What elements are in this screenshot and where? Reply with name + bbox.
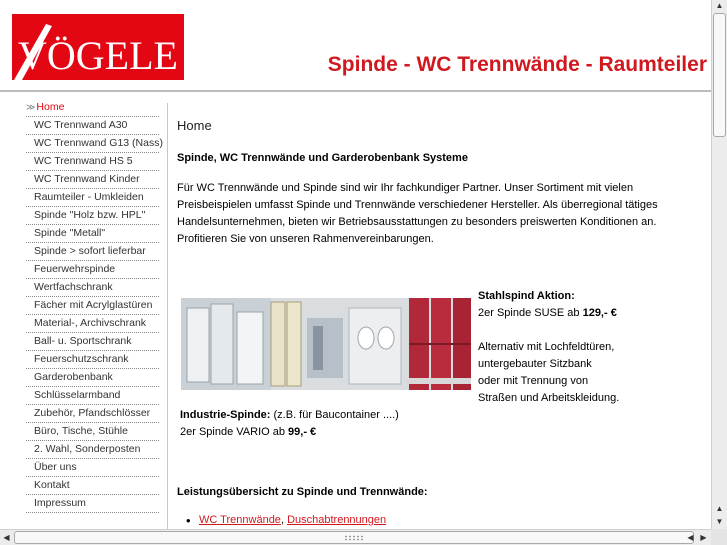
sidebar-item-kontakt[interactable]: Kontakt [26,477,159,495]
sidebar-item-spinde-holz[interactable]: Spinde "Holz bzw. HPL" [26,207,159,225]
services-heading: Leistungsübersicht zu Spinde und Trennwände: [177,486,428,498]
promo-alt-3: oder mit Trennung von [478,375,589,387]
locker-room-illustration [181,298,471,390]
industrie-title: Industrie-Spinde: [180,409,271,421]
sidebar-item-feuerschutzschrank[interactable]: Feuerschutzschrank [26,351,159,369]
industrie-box [180,407,480,441]
scroll-left-small-arrow-icon[interactable]: ◀ [687,533,694,542]
promo-title: Stahlspind Aktion: [478,290,575,302]
sidebar-item-home[interactable] [26,99,159,117]
breadcrumb: Home [177,118,212,133]
sidebar-item-feuerwehrspinde[interactable]: Feuerwehrspinde [26,261,159,279]
sidebar-item-ueber-uns[interactable]: Über uns [26,459,159,477]
locker-room-photo [181,298,471,390]
sidebar-item-raumteiler[interactable]: Raumteiler - Umkleiden [26,189,159,207]
list-item [199,514,386,526]
intro-text: Für WC Trennwände und Spinde sind wir Ihr fachkundiger Partner. Unser Sortiment mit vielen Preisbeispielen umfasst Spinde und Trennwände verschiedener Hersteller. Als überregional tätiges Handelsunternehmen, bieten wir Betriebsausstattungen zu besonders preiswerten Konditionen an. Profitieren Sie von unseren Rahmenvereinbarungen. [177,182,658,245]
sidebar-item-acrylglas[interactable]: Fächer mit Acrylglastüren [26,297,159,315]
scroll-up-arrow-icon[interactable]: ▲ [715,1,724,10]
sidebar-item-sportschrank[interactable]: Ball- u. Sportschrank [26,333,159,351]
sidebar-item-wc-trennwand-kinder[interactable]: WC Trennwand Kinder [26,171,159,189]
industrie-price: 99,- € [288,426,317,438]
site-title: Spinde - WC Trennwände - Raumteiler [327,53,707,76]
sidebar-item-label: Home [36,101,65,113]
promo-alt-4: Straßen und Arbeitskleidung. [478,392,620,404]
sidebar-divider [167,103,168,529]
sidebar-item-garderobenbank[interactable]: Garderobenbank [26,369,159,387]
promo-alt-2: untergebauter Sitzbank [478,358,592,370]
double-chevron-right-icon: ≫ [26,102,36,112]
scroll-left-arrow-icon[interactable]: ◀ [3,533,10,542]
scrollbar-corner [711,529,727,545]
sidebar-item-sonderposten[interactable]: 2. Wahl, Sonderposten [26,441,159,459]
sidebar-item-impressum[interactable]: Impressum [26,495,159,513]
sidebar-item-zubehoer[interactable]: Zubehör, Pfandschlösser [26,405,159,423]
sidebar-item-archivschrank[interactable]: Material-, Archivschrank [26,315,159,333]
promo-line: 2er Spinde SUSE ab [478,307,583,319]
grip-icon [344,535,364,541]
sidebar-item-wc-trennwand-a30[interactable]: WC Trennwand A30 [26,117,159,135]
horizontal-scrollbar[interactable] [0,529,711,545]
promo-price: 129,- € [582,307,617,319]
sidebar-item-spinde-metall[interactable]: Spinde "Metall" [26,225,159,243]
intro-heading: Spinde, WC Trennwände und Garderobenbank Systeme [177,152,468,164]
sidebar-item-wc-trennwand-hs5[interactable]: WC Trennwand HS 5 [26,153,159,171]
link-separator: , [280,514,288,526]
link-duschabtrennungen[interactable]: Duschabtrennungen [287,514,387,526]
scroll-up-small-arrow-icon[interactable]: ▲ [715,504,724,513]
vertical-scrollbar[interactable] [711,0,727,529]
logo-text: VÖGELE [18,33,178,78]
promo-alt-1: Alternativ mit Lochfeldtüren, [478,341,615,353]
vertical-scroll-thumb[interactable] [713,13,726,137]
scroll-right-arrow-icon[interactable]: ▶ [700,533,707,542]
services-list [199,514,386,526]
sidebar-item-buero[interactable]: Büro, Tische, Stühle [26,423,159,441]
scroll-down-arrow-icon[interactable]: ▼ [715,517,724,526]
promo-box [478,288,658,407]
sidebar-item-wc-trennwand-g13[interactable]: WC Trennwand G13 (Nass) [26,135,159,153]
link-wc-trennwaende[interactable]: WC Trennwände [199,514,281,526]
industrie-line: 2er Spinde VARIO ab [180,426,289,438]
header-divider [0,90,711,92]
industrie-note: (z.B. für Baucontainer ....) [270,409,399,421]
sidebar-item-schluesselarmband[interactable]: Schlüsselarmband [26,387,159,405]
horizontal-scroll-thumb[interactable] [14,531,694,544]
sidebar-item-spinde-sofort[interactable]: Spinde > sofort lieferbar [26,243,159,261]
sidebar-nav [26,99,163,513]
main-content [177,118,707,526]
sidebar-item-wertfachschrank[interactable]: Wertfachschrank [26,279,159,297]
